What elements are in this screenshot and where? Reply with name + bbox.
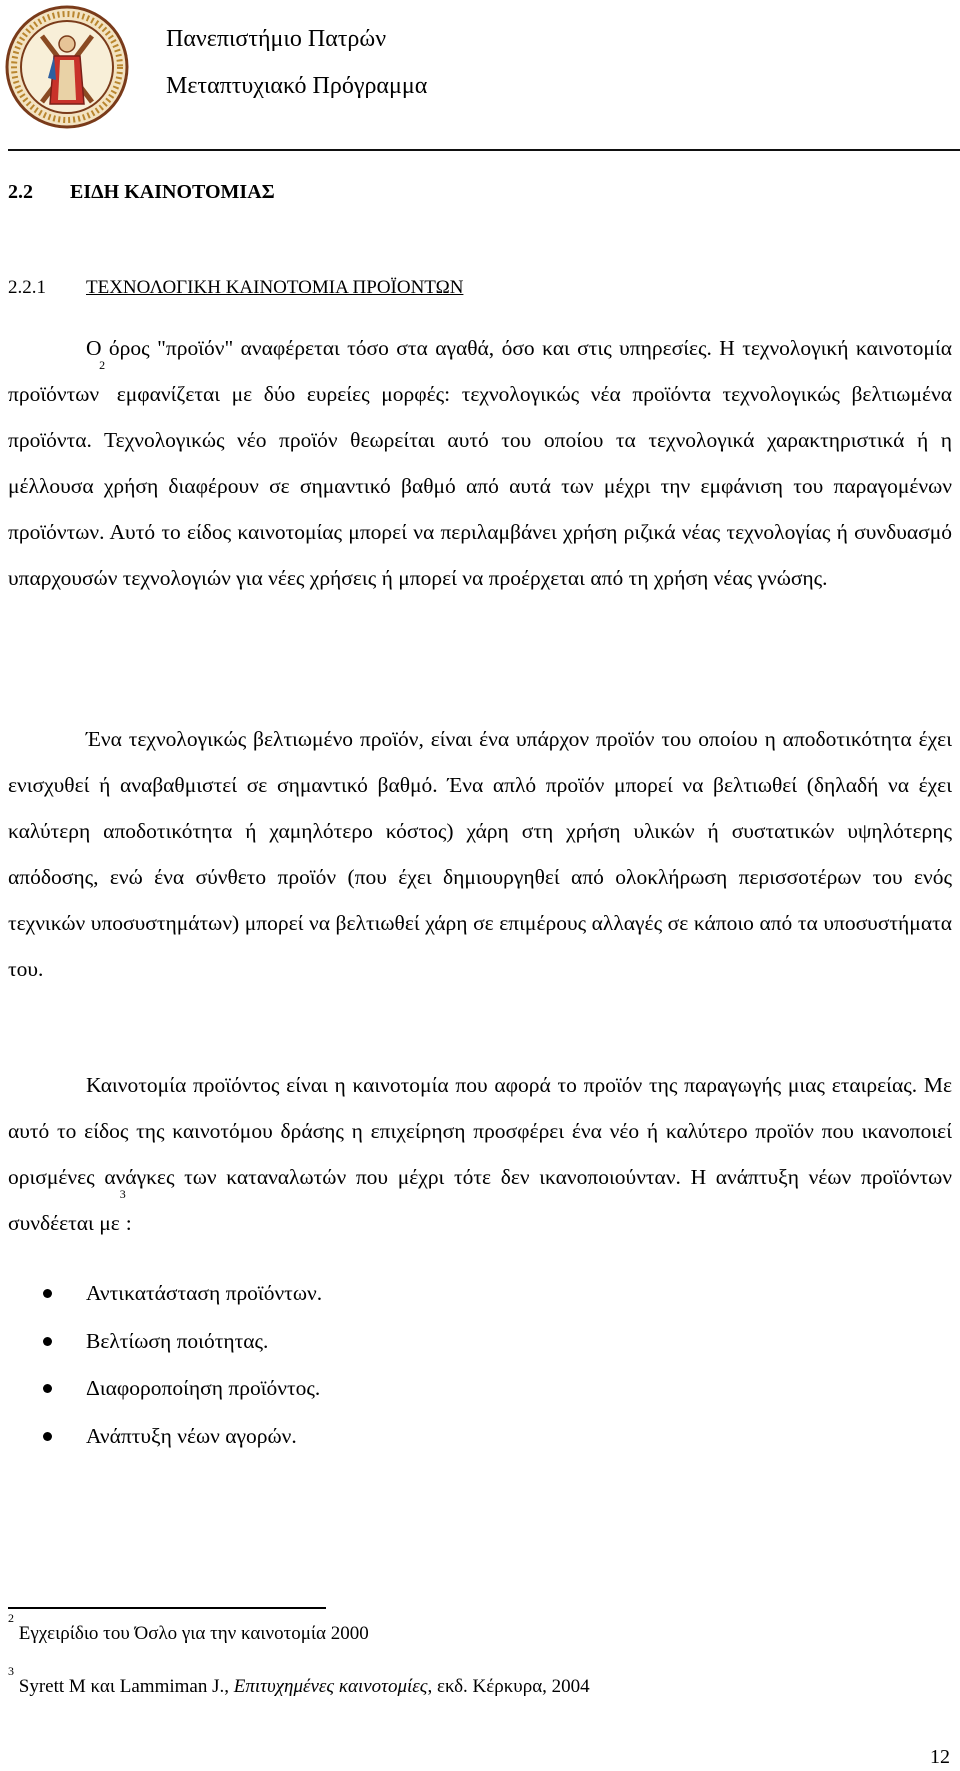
bullet-icon — [43, 1432, 52, 1441]
university-name: Πανεπιστήμιο Πατρών — [166, 26, 387, 52]
footnote-2 — [8, 1611, 369, 1645]
bullet-list — [0, 1270, 940, 1460]
seal-icon — [4, 4, 130, 130]
footnote-number: 3 — [8, 1664, 14, 1678]
paragraph-1 — [8, 325, 952, 601]
page-number: 12 — [930, 1746, 950, 1768]
section-title: ΕΙΔΗ ΚΑΙΝΟΤΟΜΙΑΣ — [70, 181, 275, 203]
footnote-ref-2[interactable]: 2 — [99, 358, 106, 372]
section-heading — [8, 181, 275, 204]
footnote-publisher: , εκδ. Κέρκυρα, 2004 — [427, 1676, 590, 1697]
university-seal-logo — [4, 4, 130, 130]
bullet-icon — [43, 1337, 52, 1346]
subsection-title: ΤΕΧΝΟΛΟΓΙΚΗ ΚΑΙΝΟΤΟΜΙΑ ΠΡΟΪΟΝΤΩΝ — [86, 277, 464, 298]
paragraph-1-text-b: εμφανίζεται με δύο ευρείες μορφές: τεχνολογικώς νέα προϊόντα τεχνολογικώς βελτιωμένα προϊόντα. Τεχνολογικώς νέο προϊόν θεωρείται αυτό του οποίου τα τεχνολογικά χαρακτηριστικά ή η μέλλουσα χρήση διαφέρουν σε σημαντικό βαθμό από αυτά των μέχρι την εμφάνιση του παραγομένων προϊόντων. Αυτό το είδος καινοτομίας μπορεί να περιλαμβάνει χρήση ριζικά νέας τεχνολογίας ή συνδυασμό υπαρχουσών τεχνολογιών για νέες χρήσεις ή μπορεί να προέρχεται από τη χρήση νέας γνώσης. — [8, 382, 952, 590]
paragraph-1-text-a: Ο όρος "προϊόν" αναφέρεται τόσο στα αγαθά, όσο και στις υπηρεσίες. Η τεχνολογική καινοτομία προϊόντων — [8, 336, 952, 406]
footnote-book-title: Επιτυχημένες καινοτομίες — [233, 1676, 428, 1697]
program-name: Μεταπτυχιακό Πρόγραμμα — [166, 73, 428, 99]
subsection-number: 2.2.1 — [8, 277, 46, 298]
paragraph-2-text: Ένα τεχνολογικώς βελτιωμένο προϊόν, είναι ένα υπάρχον προϊόν του οποίου η αποδοτικότητα έχει ενισχυθεί ή αναβαθμιστεί σε σημαντικό βαθμό. Ένα απλό προϊόν μπορεί να βελτιωθεί (δηλαδή να έχει καλύτερη αποδοτικότητα ή χαμηλότερο κόστος) χάρη στη χρήση υλικών ή συστατικών υψηλότερης απόδοσης, ενώ ένα σύνθετο προϊόν (που έχει δημιουργηθεί από ολοκλήρωση περισσοτέρων του ενός τεχνικών υποσυστημάτων) μπορεί να βελτιωθεί χάρη σε επιμέρους αλλαγές σε κάποιο από τα υποσυστήματα του. — [8, 727, 952, 981]
list-item-text: Βελτίωση ποιότητας. — [86, 1328, 269, 1353]
list-item — [0, 1413, 940, 1461]
list-item — [0, 1365, 940, 1413]
bullet-icon — [43, 1289, 52, 1298]
list-item — [0, 1318, 940, 1366]
list-item — [0, 1270, 940, 1318]
footnote-divider — [8, 1607, 326, 1609]
section-number: 2.2 — [8, 181, 33, 203]
paragraph-3-text-b: : — [125, 1211, 132, 1235]
subsection-heading — [8, 277, 463, 299]
header-divider — [8, 149, 960, 151]
list-item-text: Αντικατάσταση προϊόντων. — [86, 1281, 323, 1305]
page-header — [0, 0, 960, 150]
paragraph-3-text-a: Καινοτομία προϊόντος είναι η καινοτομία που αφορά το προϊόν της παραγωγής μιας εταιρείας. Με αυτό το είδος της καινοτόμου δράσης η επιχείρηση προσφέρει ένα νέο ή καλύτερο προϊόν που ικανοποιεί ορισμένες ανάγκες των καταναλωτών που μέχρι τότε δεν ικανοποιούνταν. Η ανάπτυξη νέων προϊόντων συνδέεται με — [8, 1073, 952, 1235]
bullet-icon — [43, 1384, 52, 1393]
list-item-text: Διαφοροποίηση προϊόντος. — [86, 1376, 321, 1400]
list-item-text: Ανάπτυξη νέων αγορών. — [86, 1423, 297, 1448]
paragraph-3 — [8, 1062, 952, 1246]
footnote-ref-3[interactable]: 3 — [119, 1187, 126, 1201]
footnote-3 — [8, 1664, 590, 1698]
footnote-text: Εγχειρίδιο του Όσλο για την καινοτομία 2000 — [18, 1623, 369, 1644]
footnote-number: 2 — [8, 1611, 14, 1625]
paragraph-2 — [8, 716, 952, 992]
footnote-author: Syrett M και Lammiman J., — [18, 1676, 234, 1697]
